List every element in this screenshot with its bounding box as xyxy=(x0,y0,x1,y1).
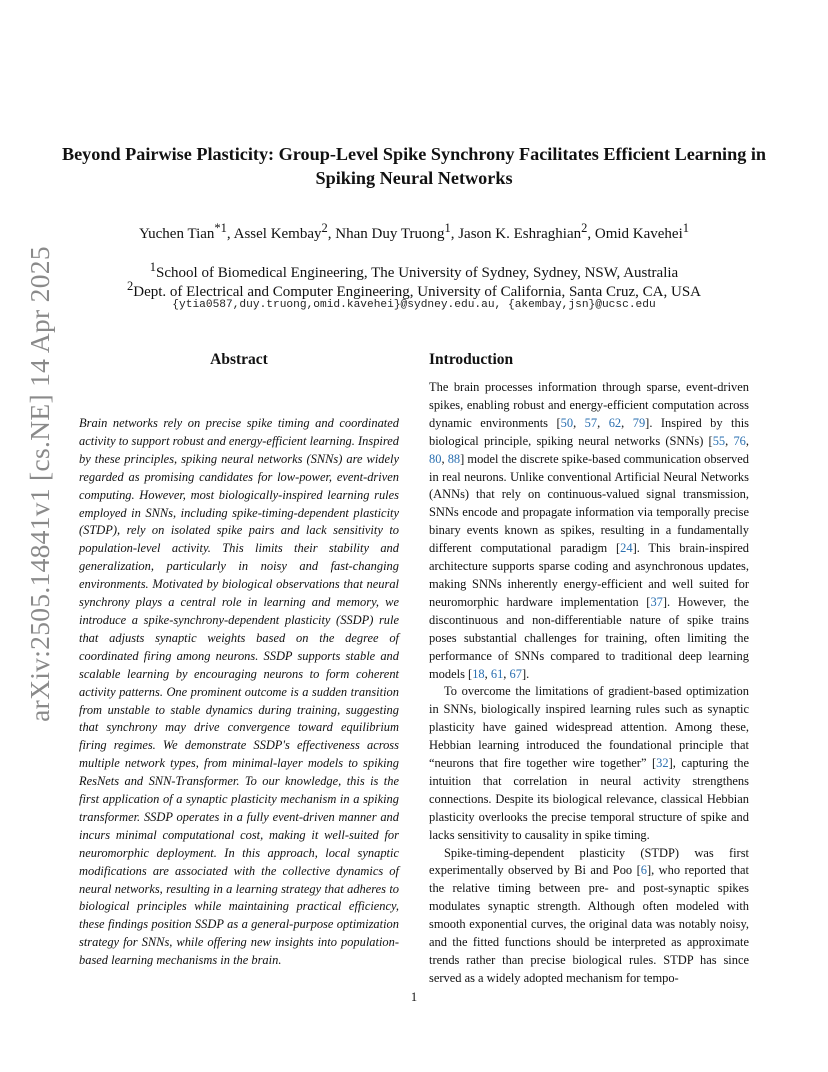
citation-link[interactable]: 76 xyxy=(733,433,746,448)
author: Omid Kavehei$^1$ xyxy=(594,221,689,242)
arxiv-identifier-stamp xyxy=(20,246,60,722)
arxiv-identifier-text: arXiv:2505.14841v1 [cs.NE] 14 Apr 2025 xyxy=(24,246,55,722)
affiliation: $^2$Dept. of Electrical and Computer Engineering, University of California, Santa Cruz, CA, USA xyxy=(126,279,702,300)
author: Assel Kembay$^2$ xyxy=(233,221,328,242)
citation-link[interactable]: 79 xyxy=(632,415,646,430)
paragraph-text: , xyxy=(441,451,448,466)
paragraph-text: ]. Inspired by this biological principle, spiking neural networks (SNNs) [ xyxy=(429,415,750,448)
author-emails: {ytia0587,duy.truong,omid.kavehei}@sydney.edu.au, {akembay,jsn}@ucsc.edu xyxy=(172,299,656,311)
paragraph-text: , xyxy=(484,666,491,681)
paragraph-text: , xyxy=(597,415,609,430)
paragraph-text: ] model the discrete spike-based communication observed in real neurons. Unlike conventional Artificial Neural Networks (ANNs) that rely on continuous-valued signal transmission, SNNs encode and propagate information via temporally precise binary events known as spikes, resulting in a fundamentally different computational paradigm [ xyxy=(429,451,749,556)
paragraph-text: , xyxy=(573,415,585,430)
citation-link[interactable]: 18 xyxy=(472,666,485,681)
affiliation: $^1$School of Biomedical Engineering, The University of Sydney, Sydney, NSW, Australia xyxy=(149,260,679,281)
paper-title: Beyond Pairwise Plasticity: Group-Level Spike Synchrony Facilitates Efficient Learning in Spiking Neural Networks xyxy=(61,144,767,188)
paragraph-text: ], capturing the intuition that correlation in neural activity strengthens connections. Despite its biological relevance, classical Hebbian plasticity overlooks the precise temporal structure of spike and lacks sensitivity to causality in spike timing. xyxy=(429,756,749,842)
paragraph-text: ]. This brain-inspired architecture supports sparse coding and asynchronous updates, making SNNs inherently energy-efficient and well suited for neuromorphic hardware implementation [ xyxy=(429,541,750,609)
introduction-paragraph xyxy=(429,683,749,844)
paragraph-text: The brain processes information through sparse, event-driven spikes, enabling robust and energy-efficient computation across dynamic environments [ xyxy=(429,380,749,430)
abstract-heading: Abstract xyxy=(210,351,268,368)
citation-link[interactable]: 50 xyxy=(560,415,574,430)
paragraph-text: , xyxy=(621,415,633,430)
introduction-paragraph xyxy=(429,379,749,683)
author: Nhan Duy Truong$^1$ xyxy=(335,221,451,242)
author: Jason K. Eshraghian$^2$ xyxy=(458,221,588,242)
paragraph-text: Spike-timing-dependent plasticity (STDP) was first experimentally observed by Bi and Poo [ xyxy=(429,845,749,878)
introduction-body xyxy=(429,379,749,988)
author-list: Yuchen Tian$^{*1}$, Assel Kembay$^2$, Nhan Duy Truong$^1$, Jason K. Eshraghian$^2$, Omid Kavehei$^1$ xyxy=(138,221,689,242)
citation-link[interactable]: 24 xyxy=(620,541,633,556)
paragraph-text: , xyxy=(503,666,510,681)
introduction-paragraph xyxy=(429,845,749,988)
paragraph-text: , xyxy=(725,433,734,448)
paragraph-text: ]. However, the discontinuous and non-differentiable nature of spike trains poses substantial challenges for training, often limiting the performance of SNNs compared to traditional deep learning models [ xyxy=(429,594,749,681)
citation-link[interactable]: 32 xyxy=(656,756,669,771)
abstract-text: Brain networks rely on precise spike timing and coordinated activity to support robust and energy-efficient learning. Inspired by these principles, spiking neural networks (SNNs) are widely regarded as promising candidates for low-power, event-driven computing. However, most biologically-inspired learning rules employed in SNNs, including spike-timing-dependent plasticity (STDP), rely on isolated spike pairs and lack sensitivity to population-level activity. This limits their stability and generalization, particularly in noisy and fast-changing environments. Motivated by biological observations that neural synchrony plays a central role in learning and memory, we introduce a spike-synchrony-dependent plasticity (SSDP) rule that adjusts synaptic weights based on the degree of coordinated firing among neurons. SSDP supports stable and scalable learning by encouraging neurons to form coherent activity patterns. One prominent outcome is a sudden transition from unstable to stable dynamics during training, suggesting that synchrony may drive convergence toward equilibrium firing regimes. We demonstrate SSDP's effectiveness across multiple network types, from minimal-layer models to spiking ResNets and SNN-Transformer. To our knowledge, this is the first application of a synaptic plasticity mechanism in a spiking transformer. SSDP operates in a fully event-driven manner and incurs minimal computational cost, making it well-suited for neuromorphic deployment. In this approach, local synaptic modifications are associated with the collective dynamics of neural networks, resulting in a learning strategy that adheres to biological principles while maintaining practical efficiency, these findings position SSDP as a general-purpose optimization strategy for SNNs, while offering new insights into population-based learning mechanisms in the brain. xyxy=(79,416,399,968)
paragraph-text: ]. xyxy=(521,666,530,681)
page-number: 1 xyxy=(410,990,418,1004)
citation-link[interactable]: 55 xyxy=(712,433,726,448)
citation-link[interactable]: 37 xyxy=(650,594,663,609)
paragraph-text: ], who reported that the relative timing between pre- and post-synaptic spikes modulates synaptic strength. Although often modeled with smooth exponential curves, the original data was notably noisy, and the fitted functions should be interpreted as approximate trends rather than precise biological rules. STDP has since served as a widely adopted mechanism for tempo- xyxy=(429,863,749,985)
paragraph-text: To overcome the limitations of gradient-based optimization in SNNs, biologically inspired learning rules such as synaptic plasticity have gained widespread attention. Among these, Hebbian learning introduced the foundational principle that “neurons that fire together wire together” [ xyxy=(429,684,749,771)
citation-link[interactable]: 80 xyxy=(429,451,442,466)
citation-link[interactable]: 62 xyxy=(608,415,622,430)
citation-link[interactable]: 67 xyxy=(509,666,522,681)
citation-link[interactable]: 88 xyxy=(447,451,461,466)
citation-link[interactable]: 6 xyxy=(640,863,647,878)
citation-link[interactable]: 61 xyxy=(490,666,504,681)
paragraph-text: , xyxy=(745,433,749,448)
author: Yuchen Tian$^{*1}$ xyxy=(138,221,227,242)
citation-link[interactable]: 57 xyxy=(584,415,598,430)
introduction-heading: Introduction xyxy=(429,351,514,368)
